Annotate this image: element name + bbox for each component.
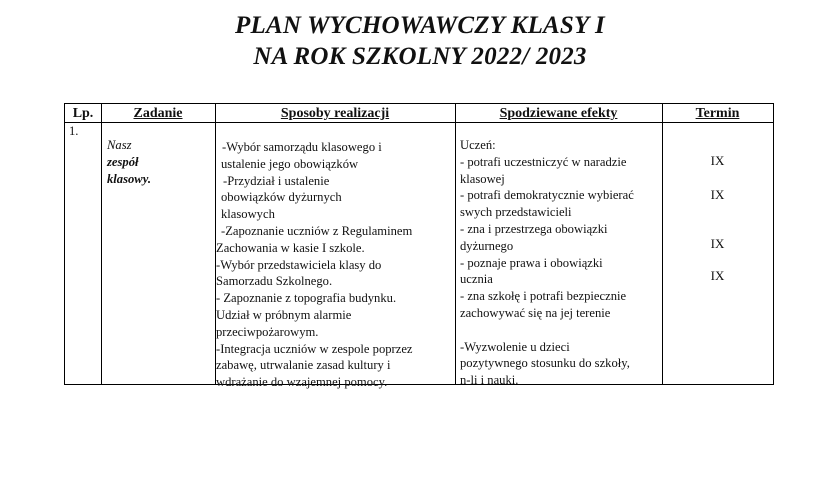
zadanie-line: zespół: [107, 154, 139, 169]
efekty-line: zachowywać się na jej terenie: [460, 305, 611, 320]
sposoby-line: -Integracja uczniów w zespole poprzez: [216, 341, 413, 356]
header-spodziewane-efekty: Spodziewane efekty: [499, 106, 618, 121]
sposoby-line: zabawę, utrwalanie zasad kultury i: [216, 358, 391, 373]
efekty-line: swych przedstawicieli: [460, 205, 572, 220]
efekty-line: Uczeń:: [460, 138, 496, 152]
sposoby-line: przeciwpożarowym.: [216, 324, 319, 339]
header-termin: Termin: [695, 106, 740, 121]
zadanie-line: Nasz: [107, 138, 132, 152]
sposoby-line: ustalenie jego obowiązków: [221, 156, 359, 171]
efekty-line: - zna szkołę i potrafi bezpiecznie: [460, 289, 627, 304]
efekty-line: ucznia: [460, 272, 493, 287]
document-title-line-1: PLAN WYCHOWAWCZY KLASY I: [235, 12, 605, 39]
sposoby-line: - Zapoznanie z topografia budynku.: [216, 291, 397, 306]
column-divider: [455, 104, 456, 384]
efekty-line: [460, 322, 634, 339]
cell-spodziewane-efekty: [460, 137, 634, 389]
efekty-line: n-li i nauki.: [460, 373, 519, 388]
sposoby-line: Zachowania w kasie I szkole.: [216, 240, 365, 255]
efekty-line: - poznaje prawa i obowiązki: [460, 255, 603, 270]
header-zadanie: Zadanie: [133, 106, 183, 121]
sposoby-line: -Wybór samorządu klasowego i: [222, 140, 382, 154]
plan-table: [64, 103, 774, 390]
efekty-line: - potrafi demokratycznie wybierać: [460, 188, 634, 203]
sposoby-line: klasowych: [221, 207, 275, 222]
cell-lp: 1.: [69, 124, 79, 138]
header-lp: Lp.: [72, 106, 94, 121]
column-divider: [101, 104, 102, 384]
efekty-line: - zna i przestrzega obowiązki: [460, 221, 608, 236]
sposoby-line: Udział w próbnym alarmie: [216, 307, 352, 322]
efekty-line: dyżurnego: [460, 238, 514, 253]
sposoby-line: wdrażanie do wzajemnej pomocy.: [216, 375, 388, 390]
zadanie-line: klasowy.: [107, 171, 151, 186]
header-sposoby-realizacji: Sposoby realizacji: [280, 106, 390, 121]
cell-termin: IX: [710, 153, 725, 168]
cell-termin: IX: [710, 236, 725, 251]
efekty-line: klasowej: [460, 171, 505, 186]
efekty-line: -Wyzwolenie u dzieci: [460, 339, 570, 354]
cell-termin: IX: [710, 268, 725, 283]
sposoby-line: Samorzadu Szkolnego.: [216, 274, 333, 289]
document-title-line-2: NA ROK SZKOLNY 2022/ 2023: [253, 43, 587, 70]
efekty-line: pozytywnego stosunku do szkoły,: [460, 356, 630, 371]
cell-zadanie: [107, 137, 151, 187]
efekty-line: - potrafi uczestniczyć w naradzie: [460, 154, 627, 169]
sposoby-line: -Przydział i ustalenie: [223, 173, 330, 188]
sposoby-line: -Wybór przedstawiciela klasy do: [216, 257, 382, 272]
cell-sposoby-realizacji: [216, 139, 413, 391]
cell-termin: IX: [710, 187, 725, 202]
sposoby-line: obowiązków dyżurnych: [221, 190, 342, 205]
sposoby-line: -Zapoznanie uczniów z Regulaminem: [221, 223, 413, 238]
